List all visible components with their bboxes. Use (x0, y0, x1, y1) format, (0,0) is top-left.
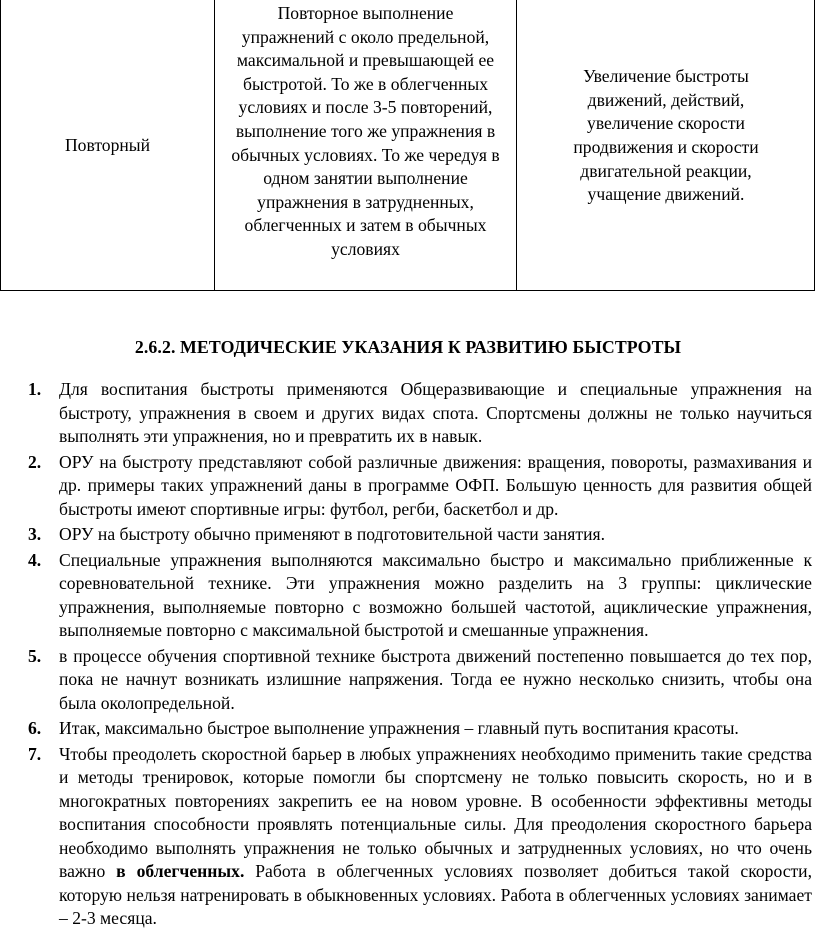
list-item-text: ОРУ на быстроту обычно применяют в подготовительной части занятия. (59, 524, 605, 544)
list-item (0, 378, 816, 449)
method-purpose: Увеличение быстроты движений, действий, увеличение скорости продвижения и скорости двигательной реакции, учащение движений. (573, 66, 759, 205)
table-cell-purpose (517, 0, 815, 290)
list-item-number: 7. (28, 743, 42, 764)
list-item-text: Специальные упражнения выполняются максимально быстро и максимально приближенные к соревновательной технике. Эти упражнения можно разделить на 3 группы: циклические упражнения, выполняемые повторно с возможно большей частотой, ациклические упражнения, выполняемые повторно с максимальной быстротой и смешанные упражнения. (59, 549, 812, 640)
list-item-text (59, 743, 812, 931)
list-item-number: 1. (28, 379, 42, 399)
list-item-text: ОРУ на быстроту представляют собой различные движения: вращения, повороты, размахивания и др. примеры таких упражнений даны в программе ОФП. Большую ценность для развития общей быстроты имеют спортивные игры: футбол, регби, баскетбол и др. (59, 451, 812, 519)
list-item (0, 549, 816, 643)
method-name: Повторный (64, 135, 151, 156)
list-item-number: 6. (28, 718, 42, 738)
guidelines-list (0, 378, 816, 933)
list-item-text: Итак, максимально быстрое выполнение упражнения – главный путь воспитания красоты. (59, 718, 739, 738)
list-item-text: Для воспитания быстроты применяются Общеразвивающие и специальные упражнения на быстроту, упражнения в своем и других видах спота. Спортсмены должны не только научиться выполнять эти упражнения, но и превратить их в навык. (59, 379, 812, 446)
list-item-number: 4. (28, 549, 42, 570)
list-item (0, 523, 816, 547)
list-item (0, 717, 816, 741)
list-item (0, 743, 816, 931)
method-content: Повторное выполнение упражнений с около предельной, максимальной и превышающей ее быстротой. То же в облегченных условиях и после 3-5 повторений, выполнение того же упражнения в обычных условиях. То же чередуя в одном занятии выполнение упражнения в затрудненных, облегченных и затем в обычных условиях (231, 3, 500, 259)
methods-table-fragment (0, 0, 815, 291)
list-item-text-part: Чтобы преодолеть скоростной барьер в любых упражнениях необходимо применить такие средства и методы тренировок, которые помогли бы спортсмену не только повысить скорость, но и в многократных повторениях закрепить ее на новом уровне. В особенности эффективны методы воспитания способности проявлять потенциальные силы. Для преодоления скоростного барьера необходимо выполнять упражнения не только обычных и затрудненных условиях, но что очень важно (59, 743, 812, 881)
list-item-text: в процессе обучения спортивной технике быстрота движений постепенно повышается до тех пор, пока не начнут возникать излишние напряжения. Тогда ее нужно несколько снизить, чтобы она была околопредельной. (59, 645, 812, 713)
list-item-number: 5. (28, 645, 42, 666)
list-item-number: 3. (28, 524, 42, 544)
list-item (0, 451, 816, 522)
table-cell-method (1, 0, 215, 290)
list-item (0, 645, 816, 716)
list-item-text-part: Работа в облегченных условиях позволяет добиться такой скорости, которую нельзя натренировать в обыкновенных условиях. Работа в облегченных условиях занимает – 2-3 месяца. (59, 861, 812, 928)
section-heading: 2.6.2. МЕТОДИЧЕСКИЕ УКАЗАНИЯ К РАЗВИТИЮ БЫСТРОТЫ (134, 337, 682, 357)
table-cell-content (215, 0, 517, 290)
list-item-number: 2. (28, 451, 42, 472)
list-item-text-emphasis: в облегченных. (116, 861, 245, 881)
